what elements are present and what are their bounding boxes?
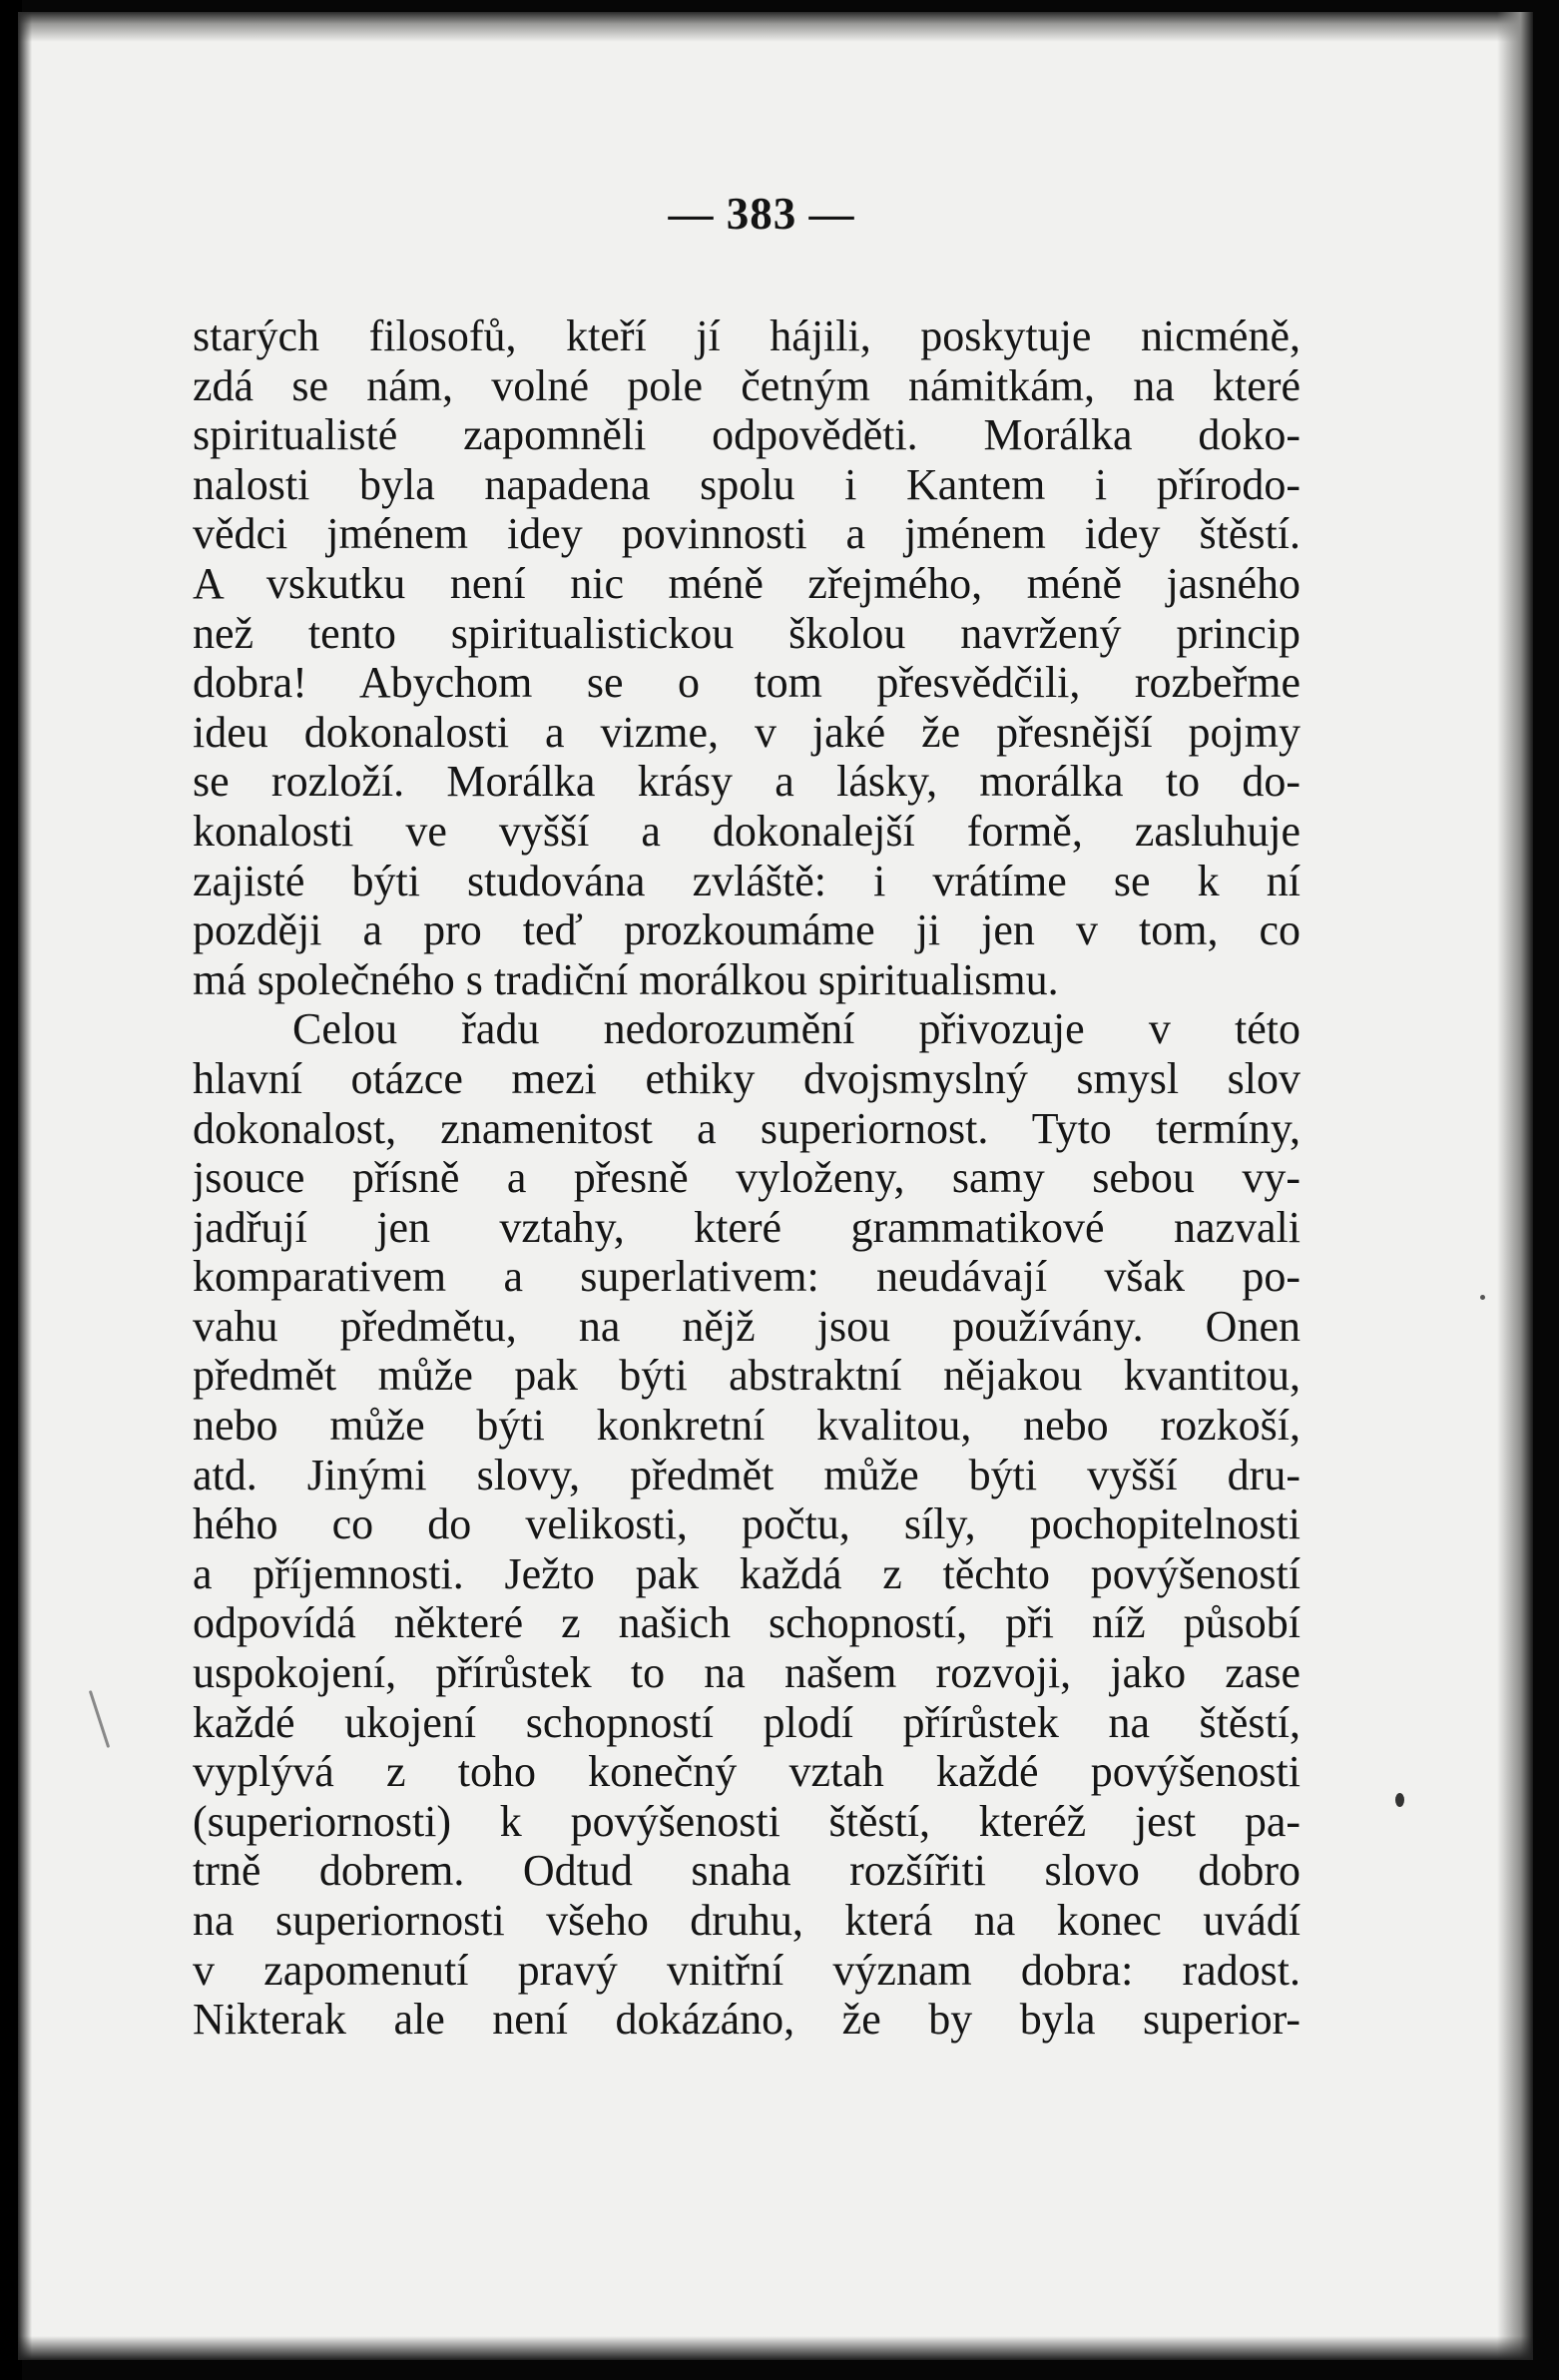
text-line: jsouce přísně a přesně vyloženy, samy sebou vy- (193, 1153, 1300, 1203)
text-line: dobra! Abychom se o tom přesvědčili, rozbeřme (193, 658, 1300, 708)
page-left-shadow (18, 12, 32, 2360)
text-line: dokonalost, znamenitost a superiornost. Tyto termíny, (193, 1103, 1300, 1153)
text-line: nalosti byla napadena spolu i Kantem i přírodo- (193, 459, 1300, 509)
text-line: nebo může býti konkretní kvalitou, nebo rozkoší, (193, 1401, 1300, 1451)
text-line: vyplývá z toho konečný vztah každé povýšenosti (193, 1747, 1300, 1797)
text-line: A vskutku není nic méně zřejmého, méně jasného (193, 558, 1300, 608)
text-line: zdá se nám, volné pole četným námitkám, na které (193, 360, 1300, 410)
text-line: hého co do velikosti, počtu, síly, pochopitelnosti (193, 1499, 1300, 1549)
text-line: v zapomenutí pravý vnitřní význam dobra: radost. (193, 1945, 1300, 1995)
text-line: předmět může pak býti abstraktní nějakou kvantitou, (193, 1351, 1300, 1401)
text-line: (superiornosti) k povýšenosti štěstí, kteréž jest pa- (193, 1796, 1300, 1846)
text-line: konalosti ve vyšší a dokonalejší formě, zasluhuje (193, 806, 1300, 856)
text-line: má společného s tradiční morálkou spiritualismu. (193, 954, 1059, 1004)
text-line: komparativem a superlativem: neudávají však po- (193, 1252, 1300, 1302)
text-line: spiritualisté zapomněli odpověděti. Morálka doko- (193, 410, 1300, 460)
text-line: Celou řadu nedorozumění přivozuje v této (292, 1004, 1300, 1054)
text-line: jadřují jen vztahy, které grammatikové nazvali (193, 1202, 1300, 1252)
text-line: odpovídá některé z našich schopností, při níž působí (193, 1598, 1300, 1648)
text-line: později a pro teď prozkoumáme ji jen v tom, co (193, 905, 1300, 955)
page-bottom-shadow (18, 2336, 1533, 2360)
text-line: se rozloží. Morálka krásy a lásky, morálka to do- (193, 757, 1300, 807)
page-number: — 383 — (668, 189, 855, 239)
text-line: uspokojení, přírůstek to na našem rozvoji, jako zase (193, 1648, 1300, 1698)
text-line: atd. Jinými slovy, předmět může býti vyšší dru- (193, 1450, 1300, 1499)
text-line: ideu dokonalosti a vizme, v jaké že přesnější pojmy (193, 707, 1300, 757)
text-line: každé ukojení schopností plodí přírůstek na štěstí, (193, 1697, 1300, 1747)
ink-speck (1395, 1793, 1404, 1807)
paper-scratch (89, 1690, 110, 1748)
text-line: trně dobrem. Odtud snaha rozšířiti slovo dobro (193, 1846, 1300, 1896)
text-line: starých filosofů, kteří jí hájili, poskytuje nicméně, (193, 311, 1300, 360)
page-right-shadow (1497, 12, 1533, 2360)
text-line: zajisté býti studována zvláště: i vrátíme se k ní (193, 856, 1300, 905)
body-text (193, 311, 1300, 2045)
text-line: vědci jménem idey povinnosti a jménem idey štěstí. (193, 509, 1300, 559)
text-line: a příjemnosti. Ježto pak každá z těchto povýšeností (193, 1548, 1300, 1598)
text-line: hlavní otázce mezi ethiky dvojsmyslný smysl slov (193, 1053, 1300, 1103)
page-top-shadow (18, 12, 1533, 42)
ink-speck (1480, 1295, 1485, 1300)
book-page (18, 12, 1533, 2360)
text-line: než tento spiritualistickou školou navržený princip (193, 608, 1300, 658)
text-line: vahu předmětu, na nějž jsou používány. Onen (193, 1301, 1300, 1351)
text-line: na superiornosti všeho druhu, která na konec uvádí (193, 1896, 1300, 1945)
text-line: Nikterak ale není dokázáno, že by byla superior- (193, 1995, 1300, 2045)
